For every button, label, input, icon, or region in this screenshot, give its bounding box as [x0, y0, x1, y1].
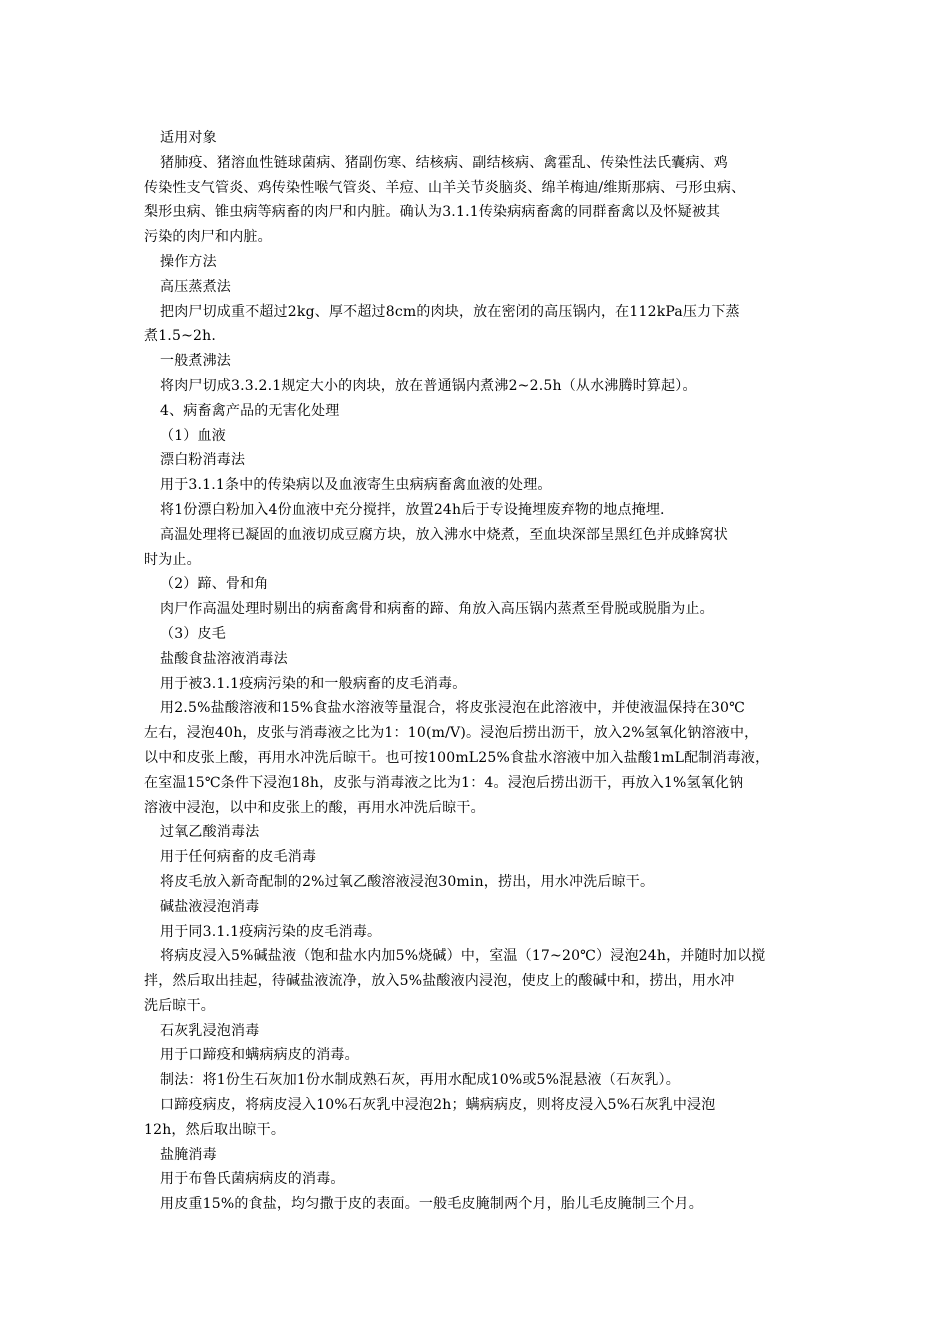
paragraph: [144, 845, 834, 870]
text-line: 12h，然后取出晾干。: [144, 1121, 286, 1138]
text-line: 传染性支气管炎、鸡传染性喉气管炎、羊痘、山羊关节炎脑炎、绵羊梅迪/维斯那病、弓形虫病、: [144, 179, 746, 196]
text-line: （1）血液: [160, 427, 226, 444]
text-line: 适用对象: [160, 130, 217, 146]
text-line: 溶液中浸泡，以中和皮张上的酸，再用水冲洗后晾干。: [144, 799, 485, 816]
paragraph: [144, 473, 834, 498]
text-line: （3）皮毛: [160, 625, 226, 642]
text-line: 操作方法: [160, 253, 217, 270]
paragraph: [144, 1068, 834, 1093]
paragraph: [144, 1167, 834, 1192]
text-line: 盐酸食盐溶液消毒法: [160, 650, 288, 667]
paragraph: [144, 870, 834, 895]
text-line: 用于3.1.1条中的传染病以及血液寄生虫病病畜禽血液的处理。: [160, 477, 552, 494]
text-line: 肉尸作高温处理时剔出的病畜禽骨和病畜的蹄、角放入高压锅内蒸煮至骨脱或脱脂为止。: [160, 601, 714, 618]
paragraph: [144, 597, 834, 622]
paragraph: [144, 498, 834, 523]
text-line: 高压蒸煮法: [160, 278, 231, 295]
paragraph: [144, 572, 834, 597]
text-line: 在室温15℃条件下浸泡18h，皮张与消毒液之比为1：4。浸泡后捞出沥干，再放入1%氢氧化钠: [144, 774, 744, 791]
paragraph: [144, 250, 834, 275]
text-line: 高温处理将已凝固的血液切成豆腐方块，放入沸水中烧煮，至血块深部呈黑红色并成蜂窝状: [160, 526, 728, 543]
text-line: 污染的肉尸和内脏。: [144, 229, 272, 246]
paragraph: [144, 920, 834, 945]
text-line: 口蹄疫病皮，将病皮浸入10%石灰乳中浸泡2h；螨病病皮，则将皮浸入5%石灰乳中浸泡: [160, 1097, 716, 1114]
text-line: 用于同3.1.1疫病污染的皮毛消毒。: [160, 923, 382, 940]
text-line: 时为止。: [144, 551, 201, 568]
text-line: 盐腌消毒: [160, 1146, 217, 1163]
paragraph: [144, 523, 834, 573]
text-line: 用于被3.1.1疫病污染的和一般病畜的皮毛消毒。: [160, 675, 467, 692]
paragraph: [144, 300, 834, 350]
text-line: 过氧乙酸消毒法: [160, 824, 260, 841]
text-line: 漂白粉消毒法: [160, 452, 246, 469]
text-line: 用皮重15%的食盐，均匀撒于皮的表面。一般毛皮腌制两个月，胎儿毛皮腌制三个月。: [160, 1196, 703, 1213]
paragraph: [144, 944, 834, 1018]
paragraph: [144, 647, 834, 672]
paragraph: [144, 895, 834, 920]
text-line: 用于口蹄疫和螨病病皮的消毒。: [160, 1047, 359, 1064]
paragraph: [144, 1019, 834, 1044]
paragraph: [144, 820, 834, 845]
paragraph: [144, 424, 834, 449]
text-line: 猪肺疫、猪溶血性链球菌病、猪副伤寒、结核病、副结核病、禽霍乱、传染性法氏囊病、鸡: [160, 154, 728, 171]
text-line: 制法：将1份生石灰加1份水制成熟石灰，再用水配成10%或5%混悬液（石灰乳）。: [160, 1072, 680, 1089]
paragraph: [144, 672, 834, 697]
paragraph: [144, 399, 834, 424]
paragraph: [144, 448, 834, 473]
text-line: 将皮毛放入新奇配制的2%过氧乙酸溶液浸泡30min，捞出，用水冲洗后晾干。: [160, 873, 655, 890]
paragraph: [144, 1143, 834, 1168]
paragraph: [144, 696, 834, 820]
paragraph: [144, 349, 834, 374]
paragraph: [144, 275, 834, 300]
text-line: 拌，然后取出挂起，待碱盐液流净，放入5%盐酸液内浸泡，使皮上的酸碱中和，捞出，用水冲: [144, 973, 735, 990]
text-line: 以中和皮张上酸，再用水冲洗后晾干。也可按100mL25%食盐水溶液中加入盐酸1mL配制消毒液，: [144, 749, 770, 766]
text-line: 洗后晾干。: [144, 997, 215, 1014]
text-line: 把肉尸切成重不超过2kg、厚不超过8cm的肉块，放在密闭的高压锅内，在112kPa压力下蒸: [160, 303, 740, 320]
text-line: 将肉尸切成3.3.2.1规定大小的肉块，放在普通锅内煮沸2~2.5h（从水沸腾时算起）。: [160, 377, 697, 394]
text-line: 将病皮浸入5%碱盐液（饱和盐水内加5%烧碱）中，室温（17~20℃）浸泡24h，并随时加以搅: [160, 948, 766, 965]
paragraph: [144, 1043, 834, 1068]
text-line: 梨形虫病、锥虫病等病畜的肉尸和内脏。确认为3.1.1传染病病畜禽的同群畜禽以及怀疑被其: [144, 204, 721, 221]
text-line: 用2.5%盐酸溶液和15%食盐水溶液等量混合，将皮张浸泡在此溶液中，并使液温保持在30℃: [160, 700, 745, 717]
text-line: 一般煮沸法: [160, 353, 231, 370]
paragraph: [144, 374, 834, 399]
document-body: [144, 126, 834, 1217]
text-line: （2）蹄、骨和角: [160, 576, 269, 593]
paragraph: [144, 1192, 834, 1217]
text-line: 用于任何病畜的皮毛消毒: [160, 849, 317, 866]
paragraph: [144, 151, 834, 250]
text-line: 碱盐液浸泡消毒: [160, 898, 260, 915]
text-line: 石灰乳浸泡消毒: [160, 1022, 260, 1039]
text-line: 4、病畜禽产品的无害化处理: [160, 402, 340, 419]
paragraph: [144, 622, 834, 647]
text-line: 左右，浸泡40h，皮张与消毒液之比为1：10(m/V)。浸泡后捞出沥干，放入2%氢氧化钠溶液中，: [144, 725, 759, 742]
paragraph: [144, 1093, 834, 1143]
text-line: 将1份漂白粉加入4份血液中充分搅拌，放置24h后于专设掩埋废弃物的地点掩埋.: [160, 501, 665, 518]
text-line: 煮1.5~2h.: [144, 328, 216, 345]
paragraph: [144, 126, 834, 151]
text-line: 用于布鲁氏菌病病皮的消毒。: [160, 1171, 345, 1188]
